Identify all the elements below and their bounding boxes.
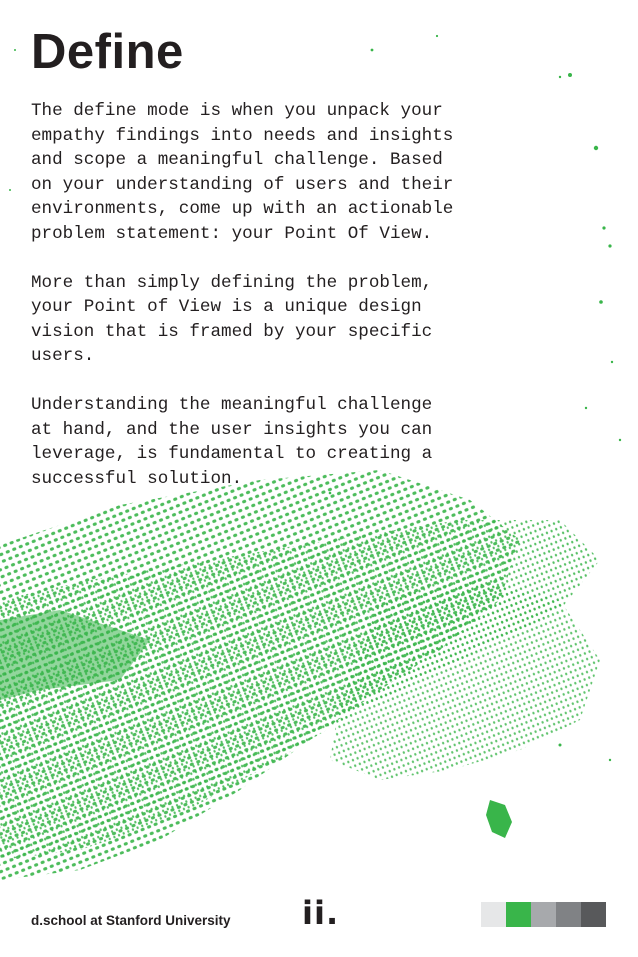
challenge-paragraph: Understanding the meaningful challenge at hand, and the user insights you can leverage, is fundamental to creating a successful solution. [31,395,433,489]
organization-label: d.school at Stanford University [31,913,231,928]
swatch-4 [556,902,581,927]
color-swatches [481,902,606,927]
intro-paragraph: The define mode is when you unpack your empathy findings into needs and insights and scope a meaningful challenge. Based on your understanding of users and their environments, come up with an actionable problem statement: your Point Of View. [31,101,454,244]
swatch-5 [581,902,606,927]
swatch-3 [531,902,556,927]
swatch-1 [481,902,506,927]
swatch-2 [506,902,531,927]
point-of-view-paragraph: More than simply defining the problem, your Point of View is a unique design vision that is framed by your specific users. [31,272,433,366]
page-title: Define [31,25,184,79]
section-numeral: ii. [302,894,340,932]
body-text [31,99,611,516]
